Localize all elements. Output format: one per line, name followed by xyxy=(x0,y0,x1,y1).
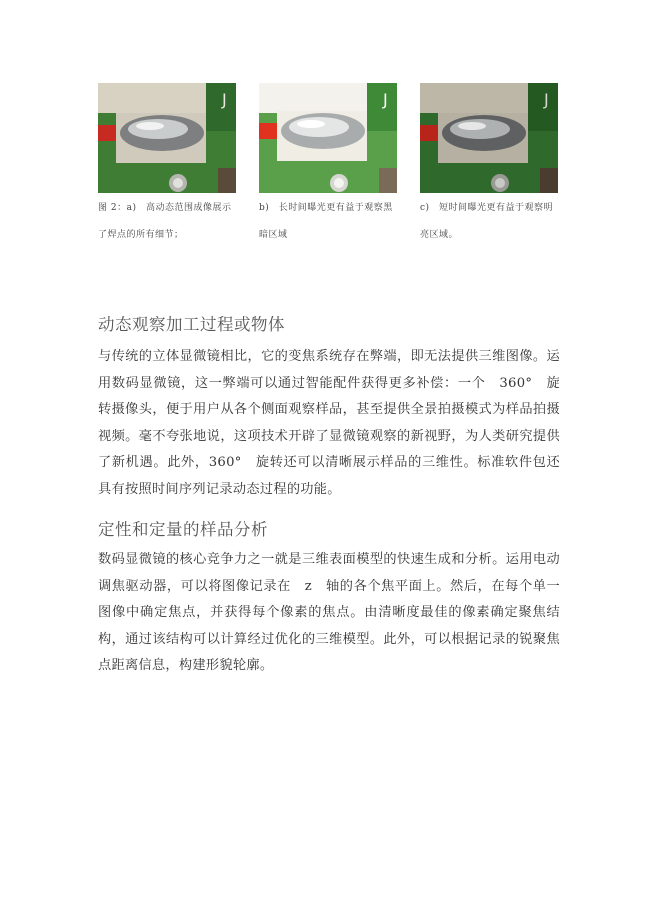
figure-b-caption: b) 长时间曝光更有益于观察黑暗区域 xyxy=(259,203,393,240)
section-body-sample-analysis: 数码显微镜的核心竞争力之一就是三维表面模型的快速生成和分析。运用电动调焦驱动器，可以将图像记录在 z 轴的各个焦平面上。然后，在每个单一图像中确定焦点，并获得每个像素的焦点。由清晰度最佳的像素确定聚焦结构，通过该结构可以计算经过优化的三维模型。此外，可以根据记录的锐聚焦点距离信息，构建形貌轮廓。 xyxy=(98,552,560,673)
svg-text:J: J xyxy=(383,90,388,109)
figure-c-caption: c) 短时间曝光更有益于观察明亮区域。 xyxy=(420,203,554,240)
solder-joint-photo-short-exposure xyxy=(420,83,558,193)
solder-joint-photo-long-exposure xyxy=(259,83,397,193)
figure-c xyxy=(420,83,558,249)
figure-a-caption: 图 2：a) 高动态范围成像展示了焊点的所有细节； xyxy=(98,203,232,240)
figure-a xyxy=(98,83,236,249)
section-body-dynamic-observation: 与传统的立体显微镜相比，它的变焦系统存在弊端，即无法提供三维图像。运用数码显微镜，这一弊端可以通过智能配件获得更多补偿：一个 360° 旋转摄像头，便于用户从各个侧面观察样品，甚至提供全景拍摄模式为样品拍摄视频。毫不夸张地说，这项技术开辟了显微镜观察的新视野，为人类研究提供了新机遇。此外，360° 旋转还可以清晰展示样品的三维性。标准软件包还具有按照时间序列记录动态过程的功能。 xyxy=(98,349,560,497)
figure-b xyxy=(259,83,397,249)
figure-row xyxy=(98,83,558,263)
section-heading-sample-analysis: 定性和定量的样品分析 xyxy=(98,520,268,539)
svg-text:J: J xyxy=(222,90,227,109)
solder-joint-photo-hdr xyxy=(98,83,236,193)
section-heading-dynamic-observation: 动态观察加工过程或物体 xyxy=(98,315,285,334)
svg-text:J: J xyxy=(544,90,549,109)
